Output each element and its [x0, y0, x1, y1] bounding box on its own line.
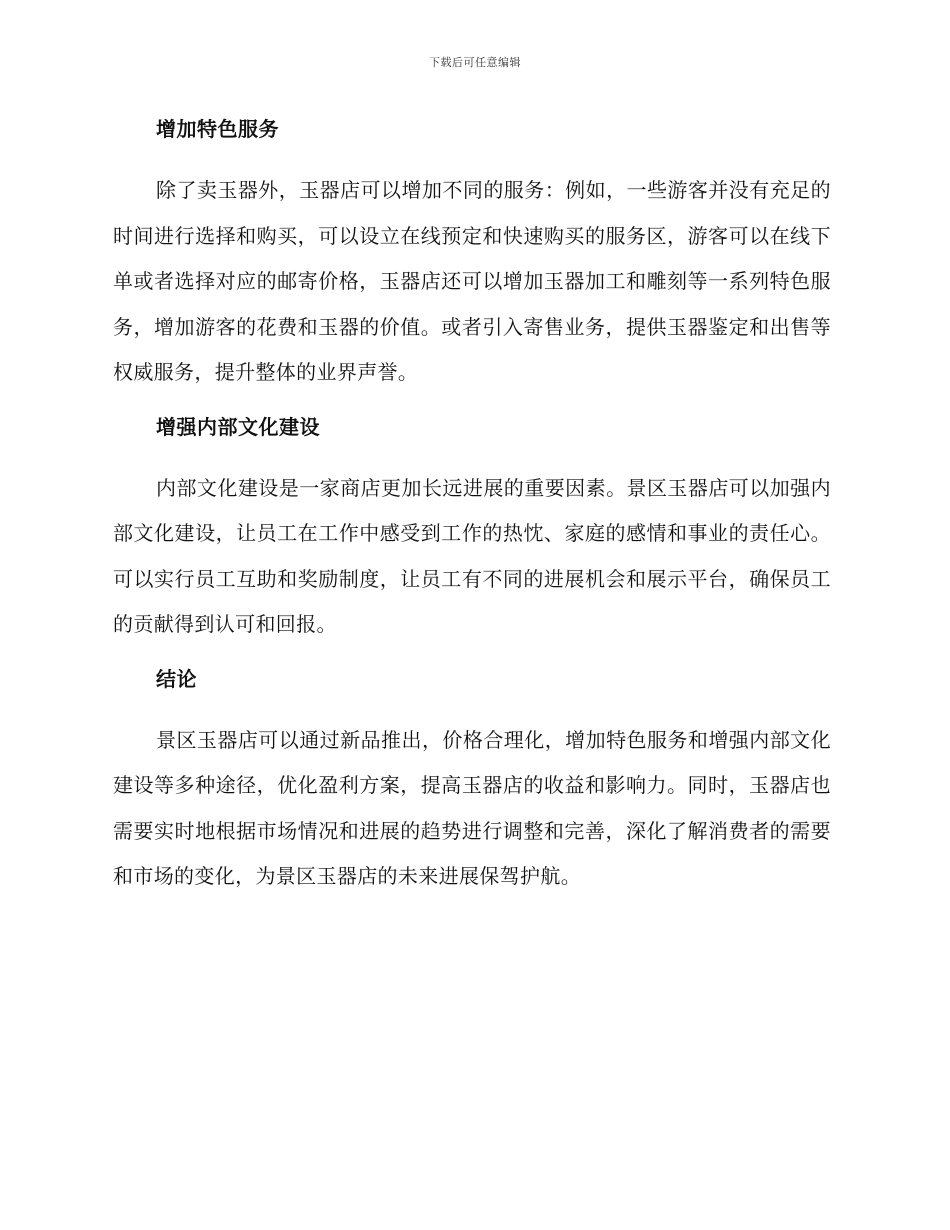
page-header-note: 下载后可任意编辑	[429, 56, 521, 69]
section-heading-conclusion: 结论	[156, 666, 197, 691]
document-body	[113, 112, 831, 914]
section-paragraph-internal-culture: 内部文化建设是一家商店更加长远进展的重要因素。景区玉器店可以加强内部文化建设，让员工在工作中感受到工作的热忱、家庭的感情和事业的责任心。可以实行员工互助和奖励制度，让员工有不同的进展机会和展示平台，确保员工的贡献得到认可和回报。	[113, 475, 831, 636]
section-paragraph-conclusion: 景区玉器店可以通过新品推出，价格合理化，增加特色服务和增强内部文化建设等多种途径，优化盈利方案，提高玉器店的收益和影响力。同时，玉器店也需要实时地根据市场情况和进展的趋势进行调整和完善，深化了解消费者的需要和市场的变化，为景区玉器店的未来进展保驾护航。	[113, 727, 831, 888]
section-heading-special-services: 增加特色服务	[156, 117, 279, 141]
section-paragraph-special-services: 除了卖玉器外，玉器店可以增加不同的服务：例如，一些游客并没有充足的时间进行选择和购买，可以设立在线预定和快速购买的服务区，游客可以在线下单或者选择对应的邮寄价格，玉器店还可以增加玉器加工和雕刻等一系列特色服务，增加游客的花费和玉器的价值。或者引入寄售业务，提供玉器鉴定和出售等权威服务，提升整体的业界声誉。	[113, 178, 831, 384]
section-heading-internal-culture: 增强内部文化建设	[156, 414, 320, 439]
